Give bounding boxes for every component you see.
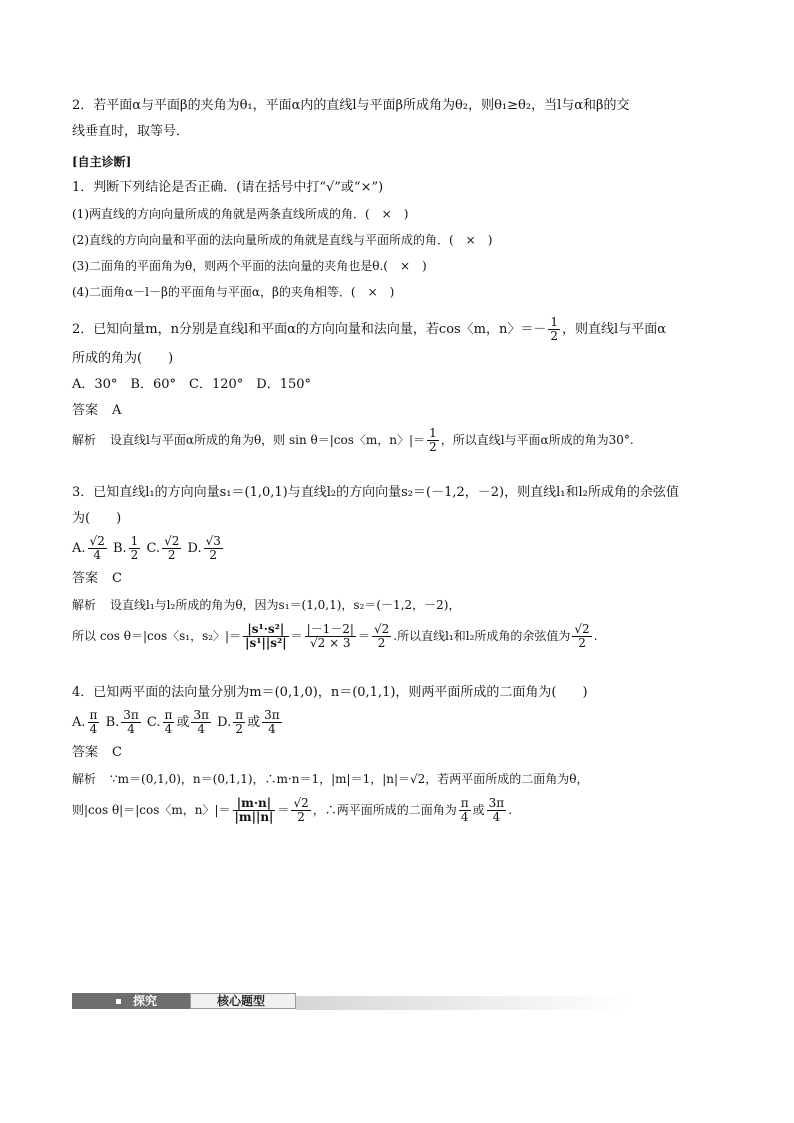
denominator-tail: × 3 (325, 636, 351, 650)
q3-stem-line-2: 为( ) (72, 511, 122, 526)
sqrt-radicand: 2 (317, 636, 326, 650)
fraction-denominator: 2 (429, 440, 437, 454)
section-tab-core-questions: 核心题型 (190, 993, 296, 1009)
square-bullet-icon (116, 999, 121, 1004)
fraction-numerator: 3π (488, 796, 505, 810)
q3-analysis-fraction-3 (372, 623, 391, 650)
q4-opt-d-fraction-2 (262, 709, 282, 736)
q2-stem-a: 2．已知向量m，n分别是直线l和平面α的方向向量和法向量，若cos〈m，n〉＝－ (72, 322, 547, 337)
q3-analysis-text-1: 设直线l₁与l₂所成的角为θ，因为s₁＝(1,0,1)，s₂＝(－1,2，－2)， (110, 598, 461, 612)
or-text: 或 (472, 803, 485, 817)
sqrt-radicand: 3 (213, 534, 221, 548)
fraction-denominator: 4 (268, 722, 276, 736)
fraction-numerator: |s¹·s²| (243, 623, 288, 637)
sqrt-radicand: 2 (301, 796, 309, 810)
section-bar-gradient (296, 996, 630, 1010)
q2-stem-line-2: 所成的角为( ) (72, 351, 174, 366)
answer-value: A (112, 403, 122, 418)
answer-label: 答案 (72, 571, 99, 586)
q2-stem-b: ，则直线l与平面α (562, 322, 666, 337)
q3-analysis-line-1 (72, 592, 724, 618)
sqrt-radicand: 2 (381, 622, 390, 636)
q4-opt-d-label: D. (217, 715, 232, 730)
q4-analysis-line-2: 则|cos θ|＝|cos〈m，n〉|＝ $\frac{|m\cdot n|}{|m||n|}$ ＝ $\frac{√2}{2}$ ，∴两平面所成的二面角为 $\frac{\pi}{4}$ 或 $\frac{3\pi}{4}$ . (72, 796, 513, 824)
intro-line-2: 线垂直时，取等号． (72, 124, 190, 139)
q4-analysis-fraction-1 (233, 797, 276, 824)
q3-opt-c-label: C. (146, 541, 161, 556)
fraction-denominator: 4 (492, 810, 501, 824)
fraction-numerator: 1 (130, 534, 139, 548)
q2-options: A．30° B．60° C．120° D．150° (72, 377, 312, 392)
q4-analysis-line-1 (72, 766, 724, 792)
q3-opt-a-label: A. (72, 541, 86, 556)
fraction-denominator: |s¹||s²| (245, 636, 287, 650)
q4-stem: 4．已知两平面的法向量分别为m＝(0,1,0)，n＝(0,1,1)，则两平面所成的二面角为( ) (72, 685, 588, 700)
or-text: 或 (176, 715, 190, 730)
fraction-numerator: 1 (550, 315, 559, 329)
q3-opt-b-label: B. (112, 541, 127, 556)
section-header-bar (72, 991, 630, 1011)
fraction-numerator: 3π (264, 708, 280, 722)
q4-opt-d-fraction-1 (233, 709, 245, 736)
answer-value: C (112, 745, 122, 760)
q3-stem-line-1: 3．已知直线l₁的方向向量s₁＝(1,0,1)与直线l₂的方向向量s₂＝(－1,2，－2)，则直线l₁和l₂所成角的余弦值 (72, 485, 679, 500)
fraction-numerator: √2 (293, 796, 309, 810)
q3-options (72, 532, 724, 566)
fraction-denominator: 4 (93, 548, 101, 562)
fraction-denominator: 4 (197, 722, 206, 736)
question-3 (72, 480, 724, 654)
q4-opt-c-fraction-1 (163, 709, 175, 736)
fraction-denominator: 2 (130, 548, 139, 562)
fraction-numerator: √2 (164, 534, 180, 548)
q2-stem-line-1 (72, 314, 724, 346)
q1-item-2: (2)直线的方向向量和平面的法向量所成的角就是直线与平面所成的角．( × ) (72, 233, 493, 247)
fraction-denominator: 4 (460, 810, 469, 824)
fraction-numerator: 3π (193, 708, 209, 722)
sqrt-radicand: 2 (97, 534, 105, 548)
q3-analysis-fraction-4 (572, 623, 591, 650)
q3-analysis-fraction-2 (305, 623, 356, 650)
sqrt-radicand: 2 (582, 622, 590, 636)
answer-label: 答案 (72, 403, 99, 418)
fraction-denominator: 4 (164, 722, 173, 736)
fraction-denominator: 2 (578, 636, 586, 650)
fraction-numerator: π (89, 708, 98, 722)
analysis-label: 解析 (72, 598, 97, 612)
q2-analysis-b: ，所以直线l与平面α所成的角为30°. (440, 433, 634, 447)
q4-opt-a-fraction (88, 709, 100, 736)
q4-analysis-fraction-4 (487, 797, 507, 824)
fraction-denominator: |m||n| (234, 810, 274, 824)
q2-answer (72, 398, 724, 424)
q3-opt-d-fraction (204, 535, 223, 562)
intro-line-1: 2．若平面α与平面β的夹角为θ₁，平面α内的直线l与平面β所成角为θ₂，则θ₁≥θ₂，当l与α和β的交 (72, 98, 630, 113)
question-4 (72, 680, 724, 828)
section-tab-explore-label: 探究 (133, 994, 158, 1008)
fraction-numerator: √2 (574, 622, 590, 636)
fraction-numerator: √3 (205, 534, 221, 548)
q4-opt-c-fraction-2 (191, 709, 211, 736)
fraction-numerator: π (460, 796, 469, 810)
q3-analysis-line-2: 所以 cos θ＝|cos〈s₁，s₂〉|＝ $\frac{\text{|s¹·s²|}}{\text{|s¹||s²|}}$ ＝ $\frac{|-1-2|}{√2 \times 3}$ ＝ $\frac{√2}{2}$ .所以直线l₁和l₂所成角的余弦值为 $\frac{√2}{2}$ . (72, 622, 598, 650)
fraction-numerator: |m·n| (233, 797, 276, 811)
q4-opt-a-label: A. (72, 715, 86, 730)
fraction-denominator: √2 × 3 (309, 636, 351, 650)
q4-analysis-text-2b: ，∴两平面所成的二面角为 (312, 803, 457, 817)
q3-period: . (593, 629, 598, 643)
q1-item-4: (4)二面角α－l－β的平面角与平面α，β的夹角相等．( × ) (72, 285, 395, 299)
q3-opt-b-fraction (129, 535, 141, 562)
fraction-denominator: 2 (550, 329, 559, 343)
q3-analysis-text-2b: .所以直线l₁和l₂所成角的余弦值为 (393, 629, 571, 643)
q1-item-1: (1)两直线的方向向量所成的角就是两条直线所成的角．( × ) (72, 207, 409, 221)
answer-value: C (112, 571, 122, 586)
fraction-numerator: √2 (89, 534, 105, 548)
fraction-denominator: 2 (167, 548, 176, 562)
q4-opt-c-label: C. (146, 715, 161, 730)
fraction-numerator: 3π (123, 708, 139, 722)
fraction-denominator: 2 (297, 810, 305, 824)
section-tab-explore (72, 993, 190, 1009)
q3-opt-a-fraction (88, 535, 107, 562)
intro-paragraph (72, 93, 724, 145)
q2-stem-fraction (548, 316, 560, 343)
section-title-text: [自主诊断] (72, 155, 132, 169)
fraction-numerator: 1 (429, 426, 437, 440)
fraction-numerator: √2 (373, 622, 390, 636)
q3-analysis-text-2a: 所以 cos θ＝|cos〈s₁，s₂〉|＝ (72, 629, 242, 643)
or-text: 或 (247, 715, 261, 730)
analysis-label: 解析 (72, 433, 97, 447)
q4-opt-b-fraction (121, 709, 141, 736)
sqrt-radicand: 2 (171, 534, 180, 548)
fraction-denominator: 2 (377, 636, 386, 650)
q3-opt-c-fraction (162, 535, 181, 562)
analysis-label: 解析 (72, 772, 97, 786)
q3-opt-d-label: D. (187, 541, 202, 556)
fraction-numerator: π (164, 708, 173, 722)
q2-analysis-fraction (427, 427, 439, 454)
q2-analysis (72, 424, 724, 456)
q4-analysis-fraction-2 (291, 797, 310, 824)
section-title (72, 149, 724, 176)
fraction-numerator: π (235, 708, 244, 722)
q4-opt-b-label: B. (105, 715, 120, 730)
q4-period: . (508, 803, 513, 817)
fraction-denominator: 4 (127, 722, 135, 736)
q1-stem: 1．判断下列结论是否正确．(请在括号中打“√”或“×”) (72, 180, 384, 195)
q4-analysis-fraction-3 (459, 797, 471, 824)
fraction-denominator: 2 (235, 722, 243, 736)
fraction-denominator: 2 (209, 548, 218, 562)
q4-analysis-text-1: ∵m＝(0,1,0)，n＝(0,1,1)，∴m·n＝1，|m|＝1，|n|＝√2，若两平面所成的二面角为θ， (110, 772, 589, 786)
q4-options (72, 706, 724, 740)
q3-analysis-fraction-1 (243, 623, 288, 650)
fraction-numerator: |－1－2| (306, 622, 354, 636)
question-2 (72, 314, 724, 456)
answer-label: 答案 (72, 745, 99, 760)
question-1 (72, 175, 724, 305)
q2-analysis-a: 设直线l与平面α所成的角为θ，则 sin θ＝|cos〈m，n〉|＝ (110, 433, 426, 447)
q4-answer (72, 740, 724, 766)
q1-item-3: (3)二面角的平面角为θ，则两个平面的法向量的夹角也是θ.( × ) (72, 259, 427, 273)
fraction-denominator: 4 (89, 722, 98, 736)
q4-analysis-text-2a: 则|cos θ|＝|cos〈m，n〉|＝ (72, 803, 231, 817)
q3-answer (72, 566, 724, 592)
